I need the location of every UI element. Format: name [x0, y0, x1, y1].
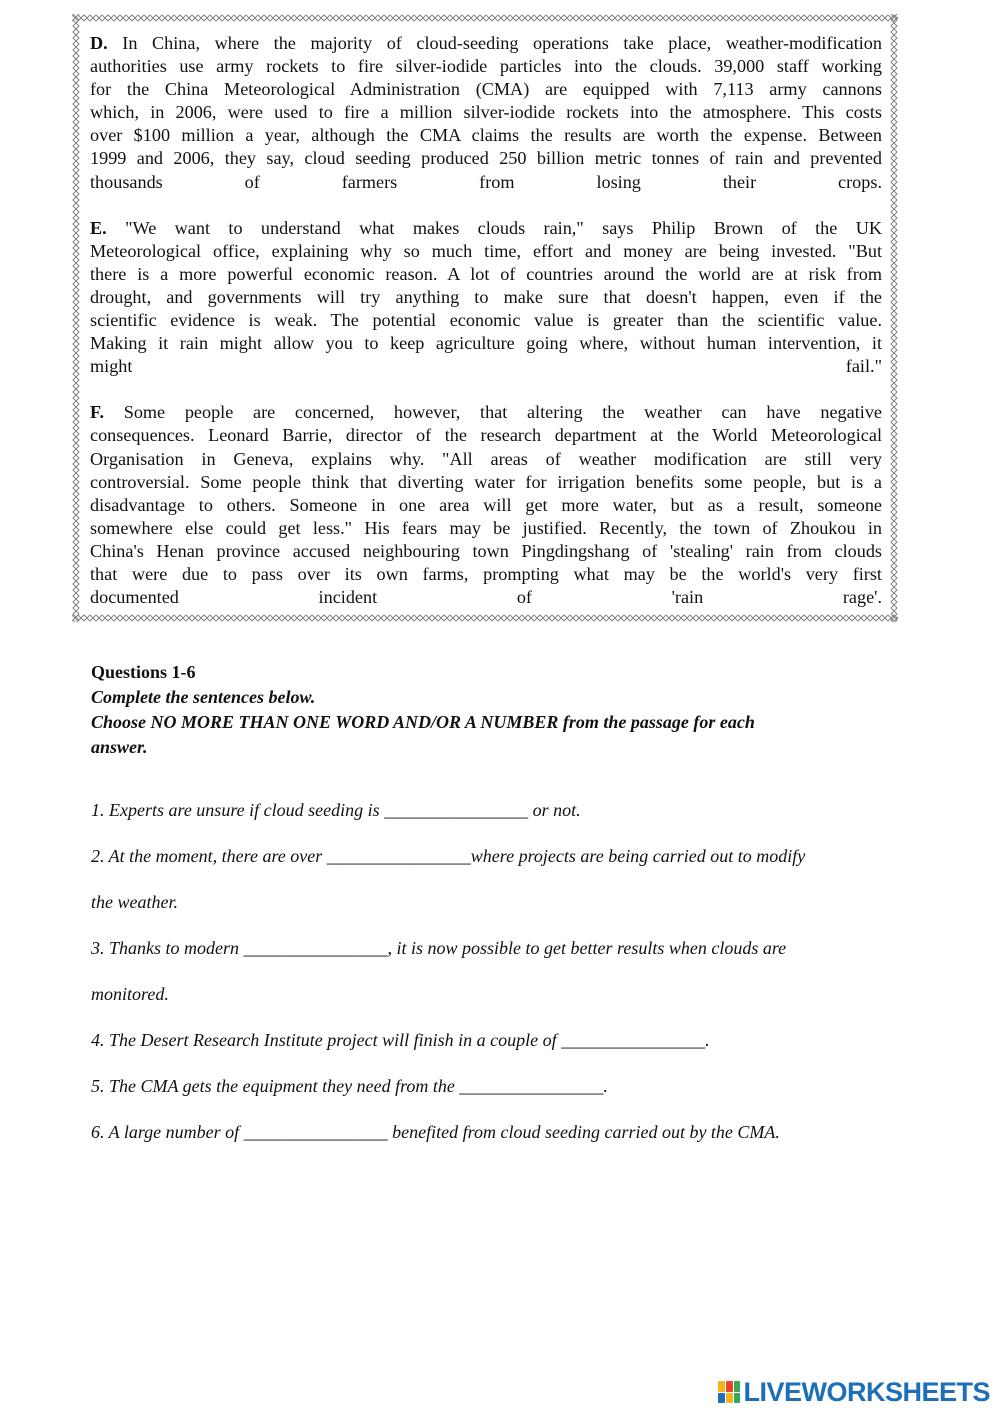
paragraph-line [90, 309, 882, 332]
paragraph-line-text: Making it rain might allow you to keep agriculture going where, without human intervention, it [90, 333, 882, 354]
instruction-line-1: Complete the sentences below. [91, 687, 316, 707]
paragraph-line [90, 263, 882, 286]
border-bottom [72, 614, 898, 622]
question-6: 6. A large number of ________________ benefited from cloud seeding carried out by the CMA. [91, 1122, 780, 1142]
paragraph-line [90, 55, 882, 78]
paragraph-line-text: "We want to understand what makes clouds rain," says Philip Brown of the UK [106, 217, 882, 238]
paragraph-line [90, 101, 882, 124]
paragraph-line [90, 78, 882, 101]
paragraph-line-text: scientific evidence is weak. The potential economic value is greater than the scientific value. [90, 310, 882, 331]
paragraph-line-text: Organisation in Geneva, explains why. "All areas of weather modification are still very [90, 448, 882, 469]
paragraph-letter: F. [90, 402, 104, 423]
paragraph-line [90, 563, 882, 586]
paragraph-line-text: that were due to pass over its own farms, prompting what may be the world's very first [90, 563, 882, 584]
paragraph-line-text: authorities use army rockets to fire silver-iodide particles into the clouds. 39,000 staff working [90, 56, 882, 77]
question-5: 5. The CMA gets the equipment they need from the ________________. [91, 1076, 608, 1096]
paragraph-line [90, 355, 882, 378]
paragraph-line-text: disadvantage to others. Someone in one area will get more water, but as a result, someone [90, 494, 882, 515]
question-2-continued: the weather. [91, 892, 178, 912]
questions-section [91, 660, 901, 1144]
paragraph-line-text: controversial. Some people think that diverting water for irrigation benefits some people, but is a [90, 471, 882, 492]
paragraph-line-text: thousands of farmers from losing their crops. [90, 171, 882, 192]
passage-frame [72, 14, 898, 622]
logo-mark-square [726, 1393, 733, 1404]
paragraph-line [90, 286, 882, 309]
paragraph-line [90, 448, 882, 471]
logo-mark-icon [718, 1381, 740, 1403]
instruction-line-3: answer. [91, 737, 148, 757]
paragraph-line-text: 1999 and 2006, they say, cloud seeding produced 250 billion metric tonnes of rain and prevented [90, 148, 882, 169]
paragraph-line [90, 240, 882, 263]
questions-title: Questions 1-6 [91, 662, 196, 682]
border-left [72, 14, 80, 622]
border-top [72, 14, 898, 22]
paragraph-line-text: consequences. Leonard Barrie, director of the research department at the World Meteorological [90, 425, 882, 446]
paragraph-gap [90, 194, 882, 217]
logo-mark-square [734, 1393, 741, 1404]
paragraph-line-text: In China, where the majority of cloud-seeding operations take place, weather-modification [107, 33, 882, 53]
paragraph-line [90, 540, 882, 563]
paragraph-gap [90, 378, 882, 401]
paragraph-line [90, 124, 882, 147]
paragraph-line-text: for the China Meteorological Administration (CMA) are equipped with 7,113 army cannons [90, 79, 882, 100]
paragraph-line-text: documented incident of 'rain rage'. [90, 587, 882, 608]
question-1: 1. Experts are unsure if cloud seeding is ________________ or not. [91, 800, 581, 820]
paragraph-line-text: somewhere else could get less." His fears may be justified. Recently, the town of Zhoukou in [90, 517, 882, 538]
paragraph-letter: E. [90, 217, 107, 238]
paragraph-line [90, 171, 882, 194]
instruction-line-2: Choose NO MORE THAN ONE WORD AND/OR A NUMBER from the passage for each [91, 712, 755, 732]
paragraph-line-text: over $100 million a year, although the CMA claims the results are worth the expense. Between [90, 125, 882, 146]
paragraph-line [90, 32, 882, 55]
question-4: 4. The Desert Research Institute project will finish in a couple of ________________. [91, 1030, 710, 1050]
border-right [890, 14, 898, 622]
logo-mark-square [718, 1393, 725, 1404]
liveworksheets-logo [718, 1377, 990, 1407]
paragraph-line-text: China's Henan province accused neighbouring town Pingdingshang of 'stealing' rain from clouds [90, 540, 882, 561]
paragraph-line-text: which, in 2006, were used to fire a million silver-iodide rockets into the atmosphere. This costs [90, 102, 882, 123]
question-3: 3. Thanks to modern ________________, it is now possible to get better results when clouds are [91, 938, 787, 958]
paragraph-line-text: drought, and governments will try anything to make sure that doesn't happen, even if the [90, 286, 882, 307]
logo-mark-square [734, 1381, 741, 1392]
paragraph-line-text: Meteorological office, explaining why so much time, effort and money are being invested. "But [90, 240, 882, 261]
paragraph-line [90, 217, 882, 240]
logo-mark-square [726, 1381, 733, 1392]
paragraph-line [90, 494, 882, 517]
paragraph-line [90, 586, 882, 609]
question-3-continued: monitored. [91, 984, 169, 1004]
passage-text [90, 32, 882, 609]
paragraph-letter: D. [90, 33, 108, 53]
paragraph-line [90, 424, 882, 447]
paragraph-line [90, 517, 882, 540]
paragraph-line [90, 401, 882, 424]
paragraph-line-text: might fail." [90, 356, 882, 377]
paragraph-line-text: there is a more powerful economic reason. A lot of countries around the world are at risk from [90, 263, 882, 284]
question-2: 2. At the moment, there are over ________________where projects are being carried out to modify [91, 846, 806, 866]
logo-text: LIVEWORKSHEETS [743, 1376, 990, 1407]
logo-mark-square [718, 1381, 725, 1392]
paragraph-line [90, 471, 882, 494]
paragraph-line-text: Some people are concerned, however, that altering the weather can have negative [104, 402, 882, 423]
paragraph-line [90, 147, 882, 170]
paragraph-line [90, 332, 882, 355]
